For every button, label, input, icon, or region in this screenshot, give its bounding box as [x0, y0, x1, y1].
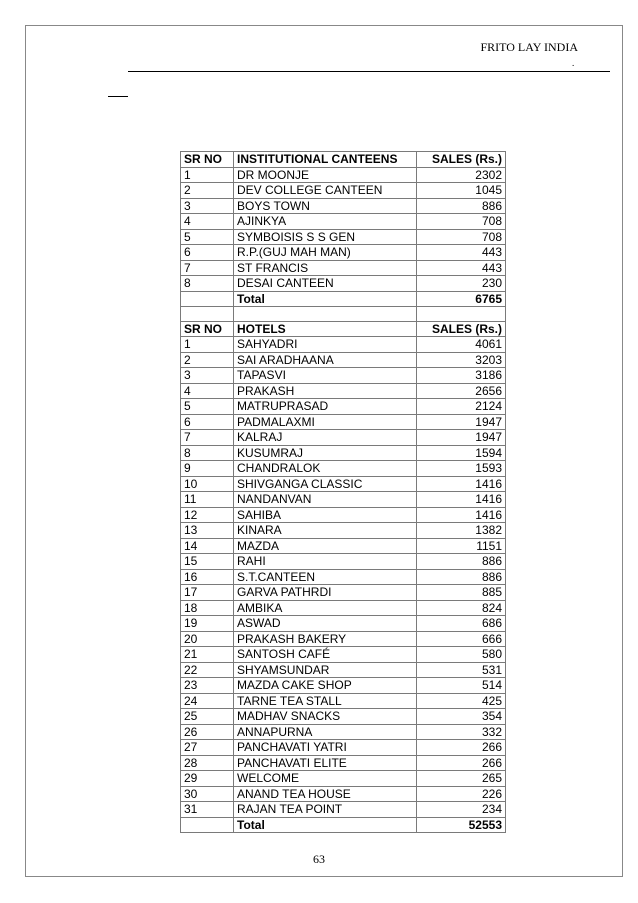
column-header-sr-no: SR NO [181, 321, 234, 337]
sales-cell: 265 [417, 771, 506, 787]
table-row [181, 600, 506, 616]
table-row [181, 430, 506, 446]
sales-cell: 1947 [417, 414, 506, 430]
sr-no-cell: 7 [181, 430, 234, 446]
name-cell: NANDANVAN [234, 492, 417, 508]
sales-cell: 234 [417, 802, 506, 818]
sales-cell: 1593 [417, 461, 506, 477]
table-row [181, 786, 506, 802]
sales-cell: 666 [417, 631, 506, 647]
name-cell: SYMBOISIS S S GEN [234, 229, 417, 245]
table-row [181, 445, 506, 461]
name-cell: PRAKASH [234, 383, 417, 399]
sales-cell: 354 [417, 709, 506, 725]
total-label: Total [234, 817, 417, 833]
table-row [181, 554, 506, 570]
table-row [181, 260, 506, 276]
table-row [181, 229, 506, 245]
sales-cell: 3203 [417, 352, 506, 368]
table-row [181, 352, 506, 368]
table-row [181, 383, 506, 399]
name-cell: WELCOME [234, 771, 417, 787]
sr-no-cell: 29 [181, 771, 234, 787]
sr-no-cell: 13 [181, 523, 234, 539]
sales-cell: 443 [417, 245, 506, 261]
table-row [181, 414, 506, 430]
table-row [181, 368, 506, 384]
table-row [181, 569, 506, 585]
sales-cell: 885 [417, 585, 506, 601]
column-header-sales: SALES (Rs.) [417, 152, 506, 168]
name-cell: PADMALAXMI [234, 414, 417, 430]
sales-cell: 3186 [417, 368, 506, 384]
sr-no-cell: 2 [181, 352, 234, 368]
table-row [181, 183, 506, 199]
name-cell: DR MOONJE [234, 167, 417, 183]
sr-no-cell: 5 [181, 229, 234, 245]
sales-cell: 266 [417, 755, 506, 771]
table-row [181, 585, 506, 601]
sales-cell: 886 [417, 554, 506, 570]
table-row [181, 198, 506, 214]
table1-header-row [181, 152, 506, 168]
name-cell: AMBIKA [234, 600, 417, 616]
sales-cell: 226 [417, 786, 506, 802]
name-cell: RAHI [234, 554, 417, 570]
spacer-row [181, 307, 506, 322]
sales-cell: 1416 [417, 507, 506, 523]
table-row [181, 724, 506, 740]
sales-cell: 443 [417, 260, 506, 276]
sales-cell: 4061 [417, 337, 506, 353]
sr-no-cell: 26 [181, 724, 234, 740]
sales-cell: 1382 [417, 523, 506, 539]
table-row [181, 245, 506, 261]
table-row [181, 616, 506, 632]
sr-no-cell: 19 [181, 616, 234, 632]
name-cell: CHANDRALOK [234, 461, 417, 477]
name-cell: RAJAN TEA POINT [234, 802, 417, 818]
table-row [181, 771, 506, 787]
short-rule [108, 96, 128, 97]
header-company-name: FRITO LAY INDIA [480, 40, 578, 54]
sr-no-cell: 21 [181, 647, 234, 663]
name-cell: PANCHAVATI YATRI [234, 740, 417, 756]
table-row [181, 755, 506, 771]
sr-no-cell: 3 [181, 368, 234, 384]
sales-cell: 230 [417, 276, 506, 292]
name-cell: KALRAJ [234, 430, 417, 446]
name-cell: KUSUMRAJ [234, 445, 417, 461]
table-row [181, 214, 506, 230]
name-cell: TARNE TEA STALL [234, 693, 417, 709]
sr-no-cell: 8 [181, 276, 234, 292]
column-header-name: HOTELS [234, 321, 417, 337]
name-cell: MAZDA CAKE SHOP [234, 678, 417, 694]
sales-cell: 332 [417, 724, 506, 740]
sr-no-cell: 6 [181, 245, 234, 261]
name-cell: SANTOSH CAFÉ [234, 647, 417, 663]
sr-no-cell: 1 [181, 337, 234, 353]
sr-no-cell: 7 [181, 260, 234, 276]
sales-table [180, 151, 506, 833]
name-cell: AJINKYA [234, 214, 417, 230]
column-header-name: INSTITUTIONAL CANTEENS [234, 152, 417, 168]
table-row [181, 662, 506, 678]
name-cell: BOYS TOWN [234, 198, 417, 214]
header-rule [128, 71, 610, 72]
total-empty-cell [181, 817, 234, 833]
sales-cell: 2656 [417, 383, 506, 399]
name-cell: MATRUPRASAD [234, 399, 417, 415]
table-row [181, 492, 506, 508]
sr-no-cell: 22 [181, 662, 234, 678]
name-cell: MAZDA [234, 538, 417, 554]
name-cell: TAPASVI [234, 368, 417, 384]
sr-no-cell: 1 [181, 167, 234, 183]
sr-no-cell: 4 [181, 214, 234, 230]
sr-no-cell: 30 [181, 786, 234, 802]
sales-cell: 1045 [417, 183, 506, 199]
table-row [181, 461, 506, 477]
name-cell: ST FRANCIS [234, 260, 417, 276]
name-cell: ASWAD [234, 616, 417, 632]
table1-total-row [181, 291, 506, 307]
table-row [181, 337, 506, 353]
sr-no-cell: 11 [181, 492, 234, 508]
sales-cell: 708 [417, 214, 506, 230]
table-row [181, 693, 506, 709]
sales-cell: 1416 [417, 492, 506, 508]
sales-cell: 514 [417, 678, 506, 694]
sales-cell: 886 [417, 198, 506, 214]
name-cell: S.T.CANTEEN [234, 569, 417, 585]
empty-cell [181, 307, 234, 322]
sr-no-cell: 20 [181, 631, 234, 647]
total-empty-cell [181, 291, 234, 307]
sr-no-cell: 17 [181, 585, 234, 601]
table-row [181, 167, 506, 183]
table-row [181, 507, 506, 523]
sr-no-cell: 4 [181, 383, 234, 399]
empty-cell [417, 307, 506, 322]
table2-header-row [181, 321, 506, 337]
table-row [181, 802, 506, 818]
sales-cell: 824 [417, 600, 506, 616]
name-cell: KINARA [234, 523, 417, 539]
sr-no-cell: 25 [181, 709, 234, 725]
sr-no-cell: 24 [181, 693, 234, 709]
sr-no-cell: 27 [181, 740, 234, 756]
name-cell: SAI ARADHAANA [234, 352, 417, 368]
sr-no-cell: 6 [181, 414, 234, 430]
table-row [181, 709, 506, 725]
sr-no-cell: 28 [181, 755, 234, 771]
sr-no-cell: 12 [181, 507, 234, 523]
sales-cell: 266 [417, 740, 506, 756]
table-row [181, 631, 506, 647]
sr-no-cell: 14 [181, 538, 234, 554]
table-row [181, 523, 506, 539]
name-cell: GARVA PATHRDI [234, 585, 417, 601]
column-header-sr-no: SR NO [181, 152, 234, 168]
table-row [181, 647, 506, 663]
table-row [181, 538, 506, 554]
empty-cell [234, 307, 417, 322]
header-dot: . [572, 58, 575, 68]
name-cell: SHYAMSUNDAR [234, 662, 417, 678]
table-row [181, 740, 506, 756]
name-cell: SAHIBA [234, 507, 417, 523]
sr-no-cell: 3 [181, 198, 234, 214]
sales-cell: 1947 [417, 430, 506, 446]
table-row [181, 476, 506, 492]
table-row [181, 399, 506, 415]
name-cell: MADHAV SNACKS [234, 709, 417, 725]
name-cell: PRAKASH BAKERY [234, 631, 417, 647]
sales-cell: 2124 [417, 399, 506, 415]
name-cell: R.P.(GUJ MAH MAN) [234, 245, 417, 261]
sr-no-cell: 8 [181, 445, 234, 461]
sales-cell: 686 [417, 616, 506, 632]
sr-no-cell: 16 [181, 569, 234, 585]
sales-cell: 2302 [417, 167, 506, 183]
table-row [181, 678, 506, 694]
sr-no-cell: 15 [181, 554, 234, 570]
name-cell: ANAND TEA HOUSE [234, 786, 417, 802]
sales-cell: 1416 [417, 476, 506, 492]
page-number: 63 [313, 852, 325, 866]
total-value: 52553 [417, 817, 506, 833]
sr-no-cell: 10 [181, 476, 234, 492]
sales-cell: 531 [417, 662, 506, 678]
total-label: Total [234, 291, 417, 307]
sr-no-cell: 18 [181, 600, 234, 616]
table-row [181, 276, 506, 292]
sr-no-cell: 9 [181, 461, 234, 477]
sr-no-cell: 23 [181, 678, 234, 694]
sales-cell: 1151 [417, 538, 506, 554]
total-value: 6765 [417, 291, 506, 307]
name-cell: DEV COLLEGE CANTEEN [234, 183, 417, 199]
sales-table-body [181, 152, 506, 833]
name-cell: PANCHAVATI ELITE [234, 755, 417, 771]
name-cell: ANNAPURNA [234, 724, 417, 740]
sales-cell: 425 [417, 693, 506, 709]
column-header-sales: SALES (Rs.) [417, 321, 506, 337]
name-cell: DESAI CANTEEN [234, 276, 417, 292]
sales-cell: 580 [417, 647, 506, 663]
sales-cell: 886 [417, 569, 506, 585]
name-cell: SHIVGANGA CLASSIC [234, 476, 417, 492]
sales-cell: 708 [417, 229, 506, 245]
sr-no-cell: 5 [181, 399, 234, 415]
table2-total-row [181, 817, 506, 833]
name-cell: SAHYADRI [234, 337, 417, 353]
sr-no-cell: 2 [181, 183, 234, 199]
sr-no-cell: 31 [181, 802, 234, 818]
sales-cell: 1594 [417, 445, 506, 461]
